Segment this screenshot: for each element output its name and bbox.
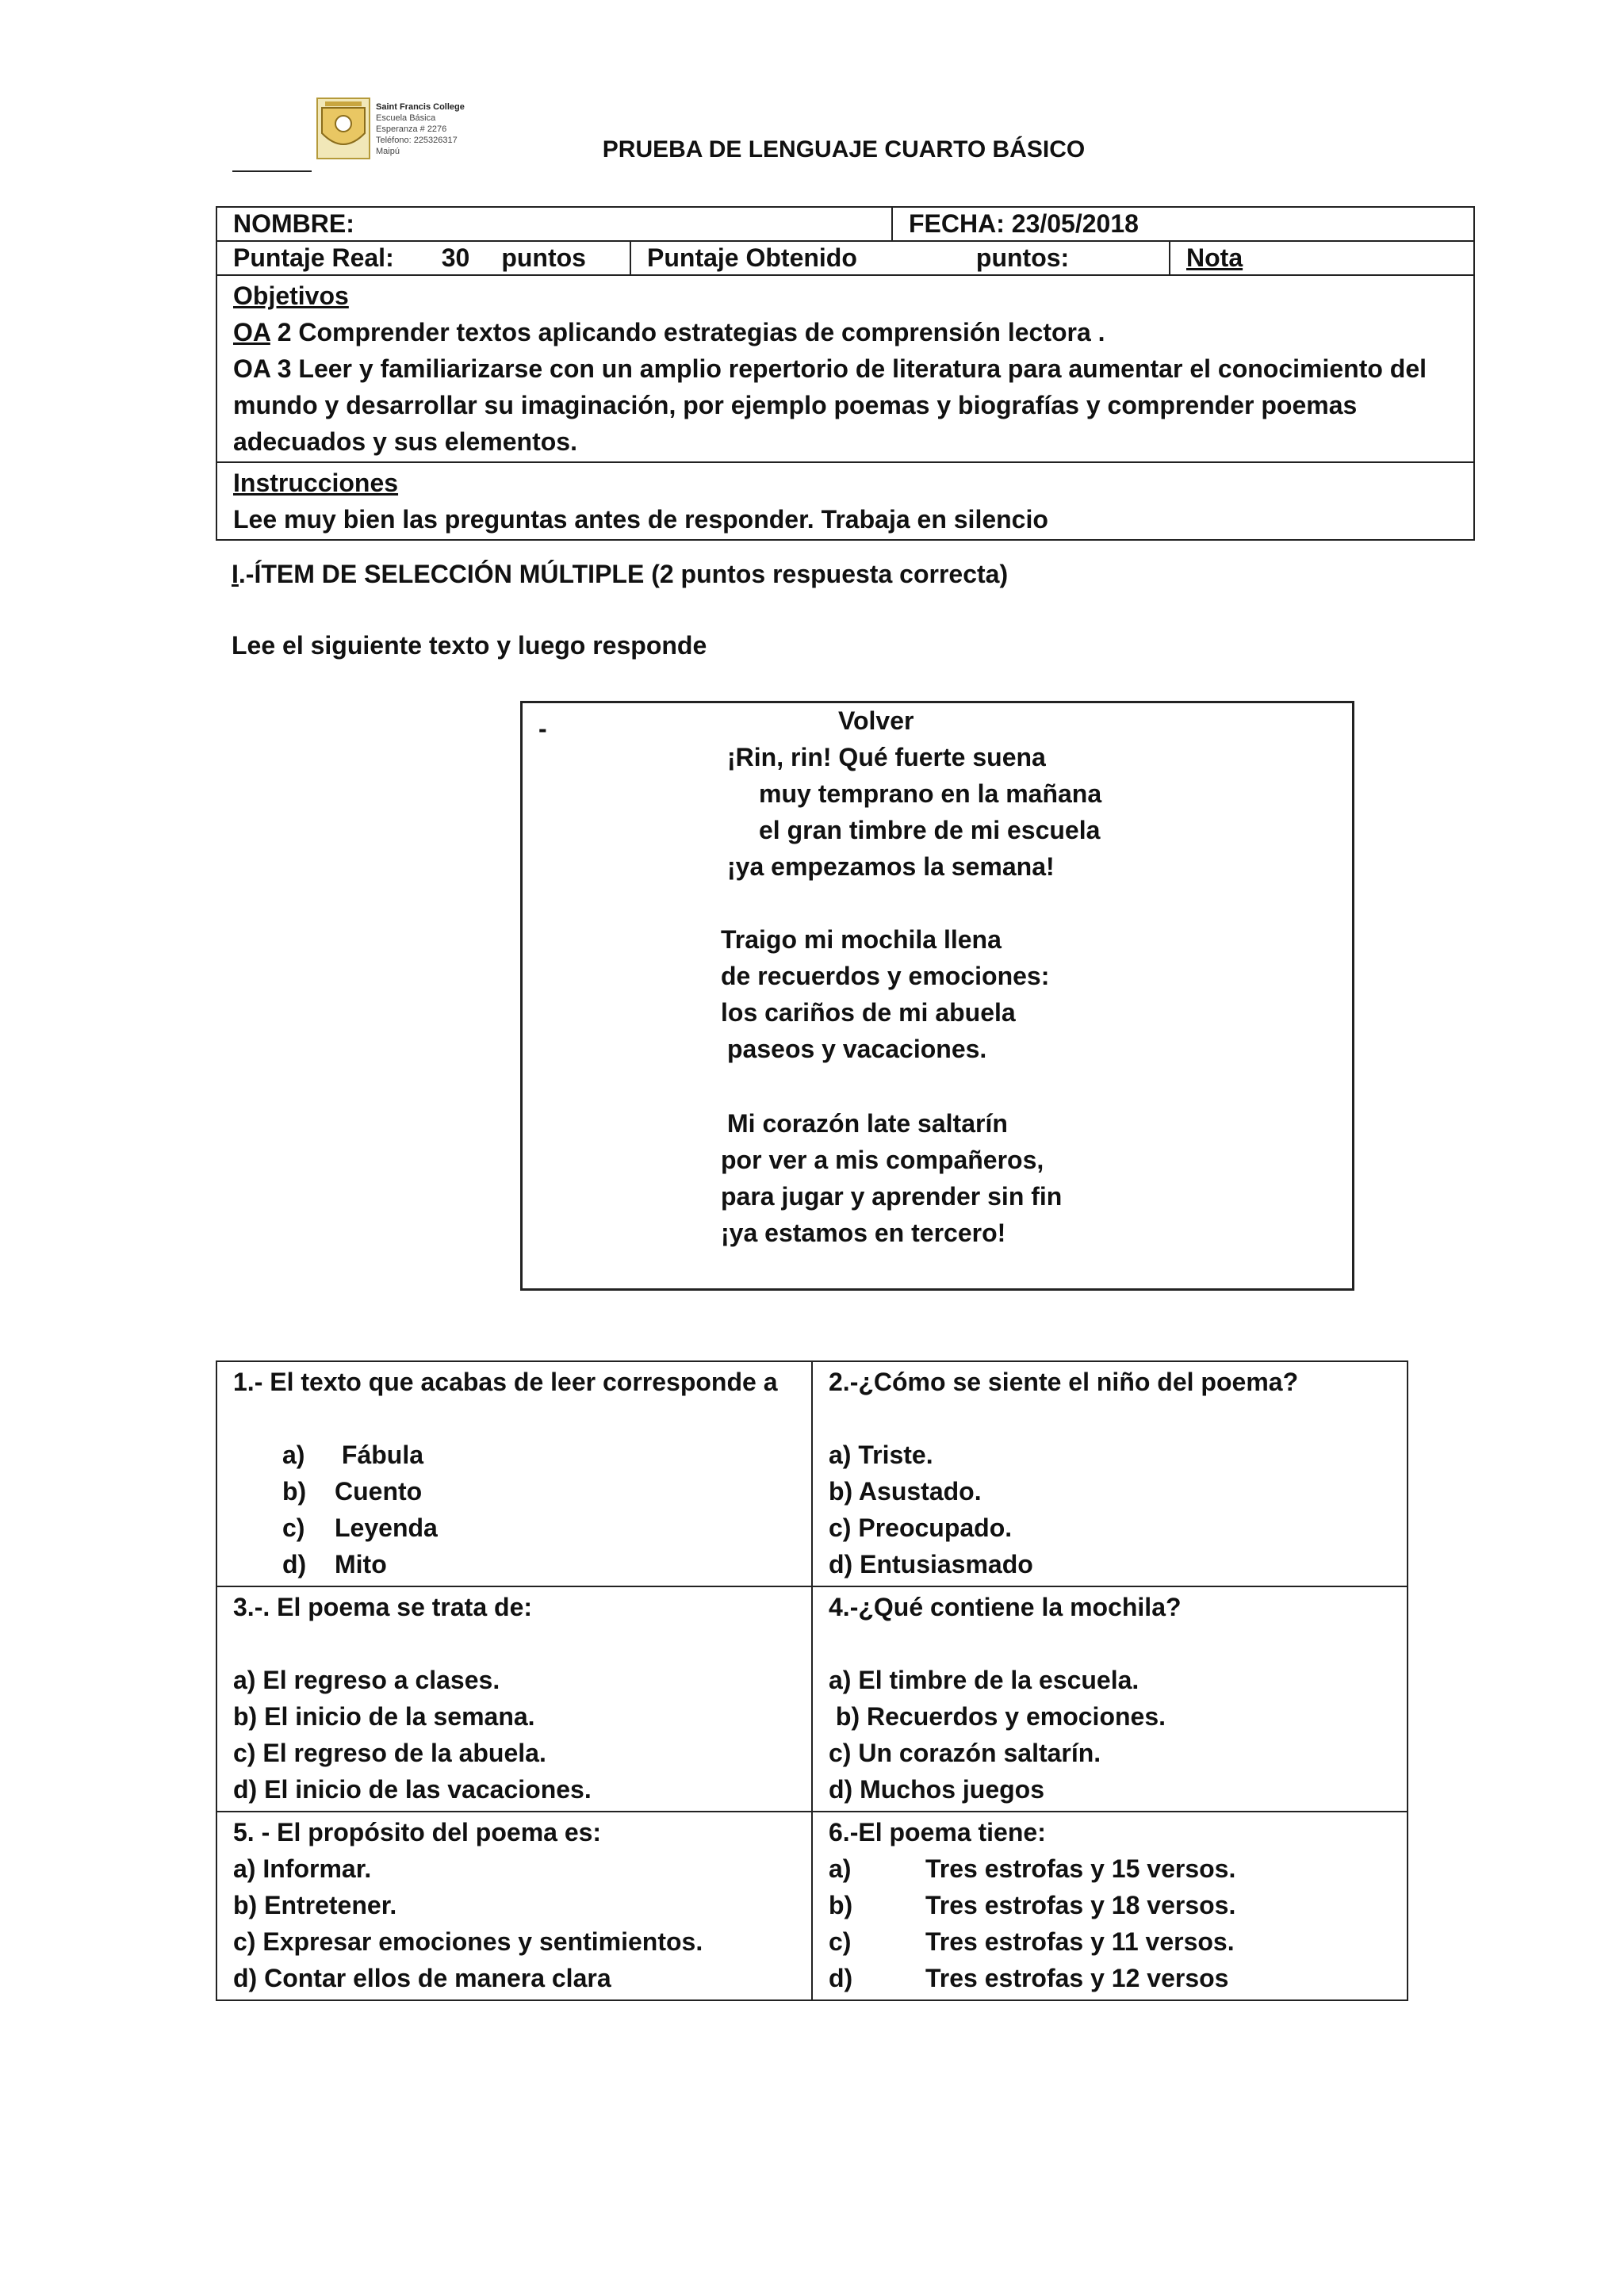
poem-verse: el gran timbre de mi escuela [759,816,1101,844]
info-row [217,242,1473,276]
question-text: 5. - El propósito del poema es: [233,1818,602,1846]
answer-option[interactable]: a) El regreso a clases. [233,1666,500,1694]
answer-option[interactable]: c) El regreso de la abuela. [233,1739,546,1767]
answer-option[interactable]: b) Recuerdos y emociones. [829,1702,1166,1731]
answer-option[interactable]: d) Muchos juegos [829,1775,1044,1804]
school-name: Saint Francis College [376,102,465,112]
answer-option[interactable]: a) Tres estrofas y 15 versos. [829,1854,1236,1883]
answer-option[interactable]: b) Entretener. [233,1891,397,1919]
instrucciones-text: Lee muy bien las preguntas antes de responder. Trabaja en silencio [233,505,1048,534]
oa2-line [233,314,1457,350]
question-row [216,1361,1408,1586]
questions-table [216,1360,1408,2001]
answer-option[interactable]: c) Preocupado. [829,1513,1013,1542]
puntaje-obtenido-label: Puntaje Obtenido [647,243,857,272]
question-2 [812,1361,1408,1586]
poem-verse: muy temprano en la mañana [759,779,1102,808]
instrucciones-block [217,463,1473,539]
puntaje-real-unit: puntos [501,243,586,272]
oa2-text: 2 Comprender textos aplicando estrategias de comprensión lectora . [270,318,1105,346]
answer-option[interactable]: b) Cuento [282,1477,423,1506]
section-number: I [232,560,239,588]
info-table [216,206,1475,541]
answer-option[interactable]: c) Expresar emociones y sentimientos. [233,1927,703,1956]
puntos-label: puntos: [975,243,1070,272]
answer-option[interactable]: a) El timbre de la escuela. [829,1666,1139,1694]
objetivos-label: Objetivos [233,281,349,310]
poem-verse: los cariños de mi abuela [721,998,1016,1027]
blank-line [232,170,312,172]
answer-option[interactable]: c) Leyenda [282,1513,438,1542]
puntaje-real-label: Puntaje Real: [233,243,394,272]
poem-verse: Traigo mi mochila llena [721,925,1002,954]
question-row [216,1812,1408,2000]
poem-verse: Mi corazón late saltarín [727,1109,1008,1138]
answer-option[interactable]: d) Mito [282,1550,387,1578]
question-text: 3.-. El poema se trata de: [233,1593,533,1621]
answer-option[interactable]: a) Informar. [233,1854,372,1883]
answer-option[interactable]: a) Triste. [829,1441,933,1469]
poem-verse: por ver a mis compañeros, [721,1146,1044,1174]
poem-box [520,701,1354,1291]
question-text: 1.- El texto que acabas de leer corresponde a [233,1368,778,1396]
answer-option[interactable]: d) Tres estrofas y 12 versos [829,1964,1229,1992]
puntaje-real [217,242,630,274]
question-3 [216,1586,812,1812]
reading-instruction: Lee el siguiente texto y luego responde [232,631,707,660]
answer-option[interactable]: d) Contar ellos de manera clara [233,1964,611,1992]
answer-option[interactable]: d) Entusiasmado [829,1550,1033,1578]
school-line: Esperanza # 2276 [376,124,447,134]
poem-verse: paseos y vacaciones. [727,1035,987,1063]
puntaje-obtenido-field[interactable] [630,242,1169,274]
section-heading [232,560,1008,589]
section-title: .-ÍTEM DE SELECCIÓN MÚLTIPLE (2 puntos respuesta correcta) [238,560,1009,588]
answer-option[interactable]: d) El inicio de las vacaciones. [233,1775,592,1804]
answer-option[interactable]: b) Asustado. [829,1477,982,1506]
nota-field[interactable]: Nota [1169,242,1473,274]
school-line: Escuela Básica [376,113,436,123]
answer-option[interactable]: b) Tres estrofas y 18 versos. [829,1891,1236,1919]
question-6 [812,1812,1408,2000]
poem-dash: - [538,714,547,743]
question-text: 2.-¿Cómo se siente el niño del poema? [829,1368,1299,1396]
school-line: Maipú [376,147,400,156]
poem-verse: ¡ya estamos en tercero! [721,1219,1006,1247]
answer-option[interactable]: c) Un corazón saltarín. [829,1739,1101,1767]
oa2-code: OA [233,318,270,346]
answer-option[interactable]: a) Fábula [282,1441,424,1469]
question-1 [216,1361,812,1586]
question-text: 6.-El poema tiene: [829,1818,1046,1846]
instrucciones-label: Instrucciones [233,469,399,497]
answer-option[interactable]: c) Tres estrofas y 11 versos. [829,1927,1235,1956]
fecha-field: FECHA: 23/05/2018 [891,208,1473,240]
poem-verse: de recuerdos y emociones: [721,962,1050,990]
school-line: Teléfono: 225326317 [376,136,458,145]
poem-verse: para jugar y aprender sin fin [721,1182,1063,1211]
question-4 [812,1586,1408,1812]
objetivos-block [217,276,1473,463]
question-5 [216,1812,812,2000]
answer-option[interactable]: b) El inicio de la semana. [233,1702,535,1731]
question-text: 4.-¿Qué contiene la mochila? [829,1593,1182,1621]
puntaje-real-value: 30 [441,243,470,272]
poem-verse: ¡Rin, rin! Qué fuerte suena [727,743,1046,771]
question-row [216,1586,1408,1812]
oa3-text: OA 3 Leer y familiarizarse con un amplio repertorio de literatura para aumentar el conocimiento del mundo y desarrollar su imaginación, por ejemplo poemas y biografías y comprender poemas adecuados y sus elementos. [233,354,1427,456]
poem-title: Volver [838,706,914,735]
page-title: PRUEBA DE LENGUAJE CUARTO BÁSICO [602,136,1086,163]
info-row [217,208,1473,242]
nombre-field[interactable]: NOMBRE: [233,209,354,238]
poem-verse: ¡ya empezamos la semana! [727,852,1055,881]
